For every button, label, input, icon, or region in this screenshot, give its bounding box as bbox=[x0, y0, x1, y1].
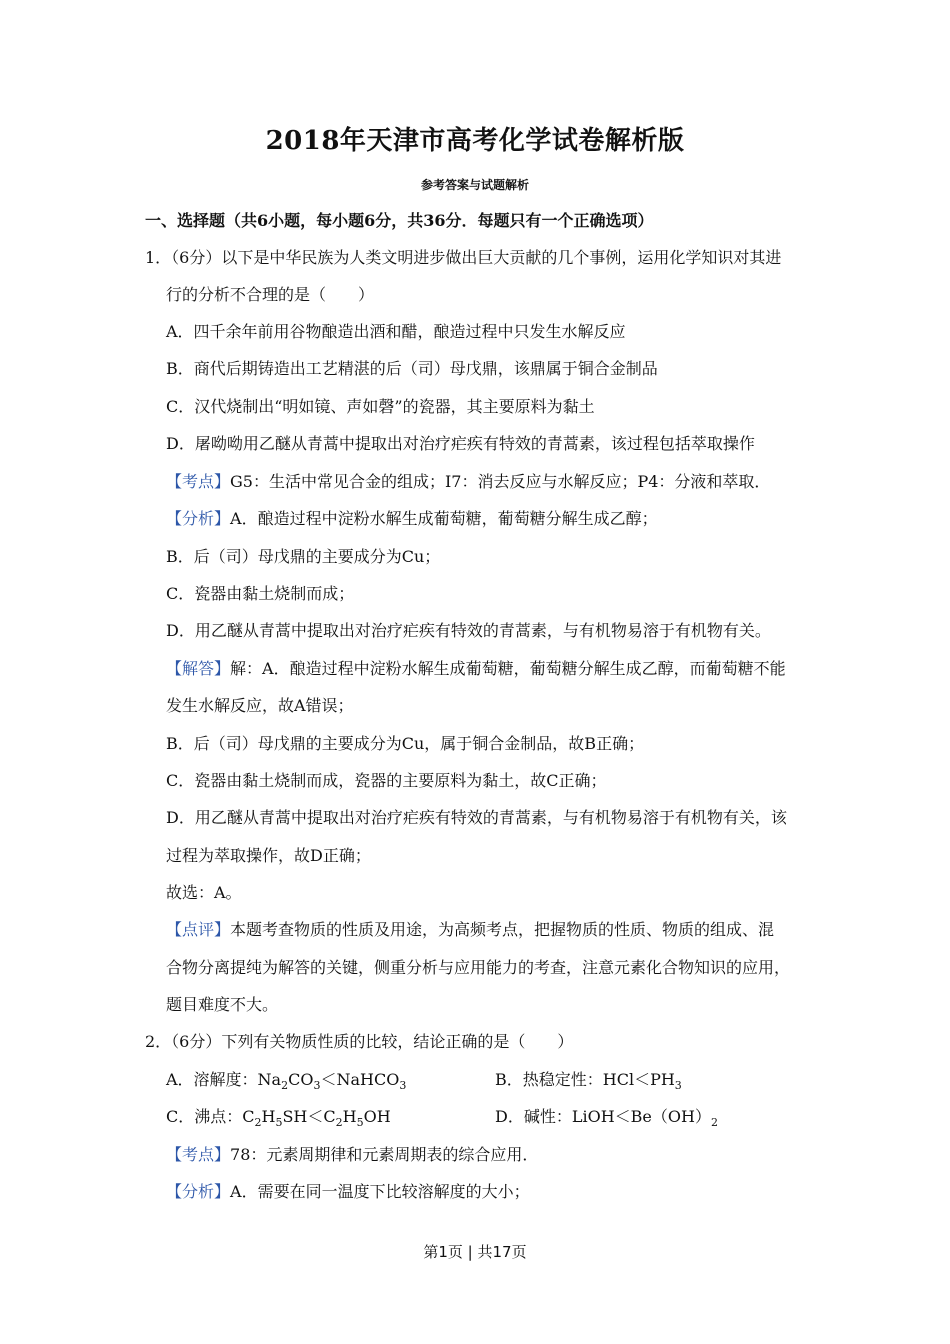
fenxi-tag: 【分析】 bbox=[166, 1182, 231, 1201]
q1-jieda-line4: C．瓷器由黏土烧制而成，瓷器的主要原料为黏土，故C正确； bbox=[166, 771, 607, 790]
q1-fenxi-line3: C．瓷器由黏土烧制而成； bbox=[166, 584, 355, 603]
q1-jieda-line3: B．后（司）母戊鼎的主要成分为Cu，属于铜合金制品，故B正确； bbox=[166, 734, 645, 753]
fenxi-text: A．酿造过程中淀粉水解生成葡萄糖，葡萄糖分解生成乙醇； bbox=[230, 509, 658, 528]
q1-option-a: A．四千余年前用谷物酿造出酒和醋，酿造过程中只发生水解反应 bbox=[166, 322, 626, 341]
kaodian-text: 78：元素周期律和元素周期表的综合应用． bbox=[230, 1145, 539, 1164]
q2-d-text: D．碱性：LiOH＜Be（OH） bbox=[495, 1107, 711, 1126]
kaodian-text: G5：生活中常见合金的组成；I7：消去反应与水解反应；P4：分液和萃取． bbox=[230, 472, 771, 491]
q1-jieda-line7: 故选：A。 bbox=[166, 883, 242, 902]
q1-jieda bbox=[166, 658, 786, 680]
subscript: 3 bbox=[399, 1079, 407, 1093]
q2-b-text: B．热稳定性：HCl＜PH bbox=[495, 1070, 675, 1089]
page-subtitle: 参考答案与试题解析 bbox=[420, 178, 529, 192]
subscript: 2 bbox=[281, 1079, 289, 1093]
q2-a-text: ＜NaHCO bbox=[320, 1070, 400, 1089]
dianping-text: 本题考查物质的性质及用途，为高频考点，把握物质的性质、物质的组成、混 bbox=[230, 920, 775, 939]
q1-option-d: D．屠呦呦用乙醚从青蒿中提取出对治疗疟疾有特效的青蒿素，该过程包括萃取操作 bbox=[166, 434, 755, 453]
subscript: 3 bbox=[313, 1079, 321, 1093]
subscript: 2 bbox=[254, 1116, 262, 1130]
q1-dianping-line3: 题目难度不大。 bbox=[166, 995, 279, 1014]
q1-fenxi bbox=[166, 508, 658, 530]
q1-stem-line1: 1．（6分）以下是中华民族为人类文明进步做出巨大贡献的几个事例，运用化学知识对其进 bbox=[145, 248, 782, 267]
fenxi-tag: 【分析】 bbox=[166, 509, 231, 528]
q1-jieda-line2: 发生水解反应，故A错误； bbox=[166, 696, 354, 715]
q2-option-a bbox=[166, 1069, 406, 1091]
subscript: 2 bbox=[335, 1116, 343, 1130]
subscript: 5 bbox=[356, 1116, 364, 1130]
q2-stem: 2．（6分）下列有关物质性质的比较，结论正确的是（ ） bbox=[145, 1032, 574, 1051]
q2-a-text: CO bbox=[288, 1070, 314, 1089]
subscript: 5 bbox=[275, 1116, 283, 1130]
page-title: 2018年天津市高考化学试卷解析版 bbox=[265, 126, 685, 156]
q2-c-text: C．沸点：C bbox=[166, 1107, 255, 1126]
page-footer: 第1页 | 共17页 bbox=[423, 1243, 527, 1261]
kaodian-tag: 【考点】 bbox=[166, 1145, 231, 1164]
q2-c-text: H bbox=[342, 1107, 357, 1126]
q1-jieda-line5: D．用乙醚从青蒿中提取出对治疗疟疾有特效的青蒿素，与有机物易溶于有机物有关，该 bbox=[166, 808, 787, 827]
fenxi-text: A．需要在同一温度下比较溶解度的大小； bbox=[230, 1182, 530, 1201]
q1-jieda-line6: 过程为萃取操作，故D正确； bbox=[166, 846, 371, 865]
q1-fenxi-line4: D．用乙醚从青蒿中提取出对治疗疟疾有特效的青蒿素，与有机物易溶于有机物有关。 bbox=[166, 621, 771, 640]
kaodian-tag: 【考点】 bbox=[166, 472, 231, 491]
jieda-tag: 【解答】 bbox=[166, 659, 231, 678]
q2-a-text: A．溶解度：Na bbox=[166, 1070, 282, 1089]
q2-option-c bbox=[166, 1106, 391, 1128]
q2-c-text: OH bbox=[363, 1107, 391, 1126]
q1-stem-line2: 行的分析不合理的是（ ） bbox=[166, 285, 375, 304]
q1-kaodian bbox=[166, 471, 770, 493]
q2-option-b bbox=[495, 1069, 682, 1091]
q2-option-d bbox=[495, 1106, 718, 1128]
dianping-tag: 【点评】 bbox=[166, 920, 231, 939]
q1-fenxi-line2: B．后（司）母戊鼎的主要成分为Cu； bbox=[166, 547, 441, 566]
jieda-text: 解：A．酿造过程中淀粉水解生成葡萄糖，葡萄糖分解生成乙醇，而葡萄糖不能 bbox=[230, 659, 786, 678]
subscript: 3 bbox=[674, 1079, 682, 1093]
subscript: 2 bbox=[710, 1116, 718, 1130]
q2-fenxi bbox=[166, 1181, 530, 1203]
q1-dianping-line2: 合物分离提纯为解答的关键，侧重分析与应用能力的考查，注意元素化合物知识的应用， bbox=[166, 958, 791, 977]
q1-dianping bbox=[166, 919, 774, 941]
section-heading: 一、选择题（共6小题，每小题6分，共36分．每题只有一个正确选项） bbox=[145, 211, 654, 230]
q2-kaodian bbox=[166, 1144, 538, 1166]
q2-c-text: H bbox=[261, 1107, 276, 1126]
q1-option-c: C．汉代烧制出“明如镜、声如磬”的瓷器，其主要原料为黏土 bbox=[166, 397, 595, 416]
q1-option-b: B．商代后期铸造出工艺精湛的后（司）母戊鼎，该鼎属于铜合金制品 bbox=[166, 359, 658, 378]
q2-c-text: SH＜C bbox=[282, 1107, 336, 1126]
